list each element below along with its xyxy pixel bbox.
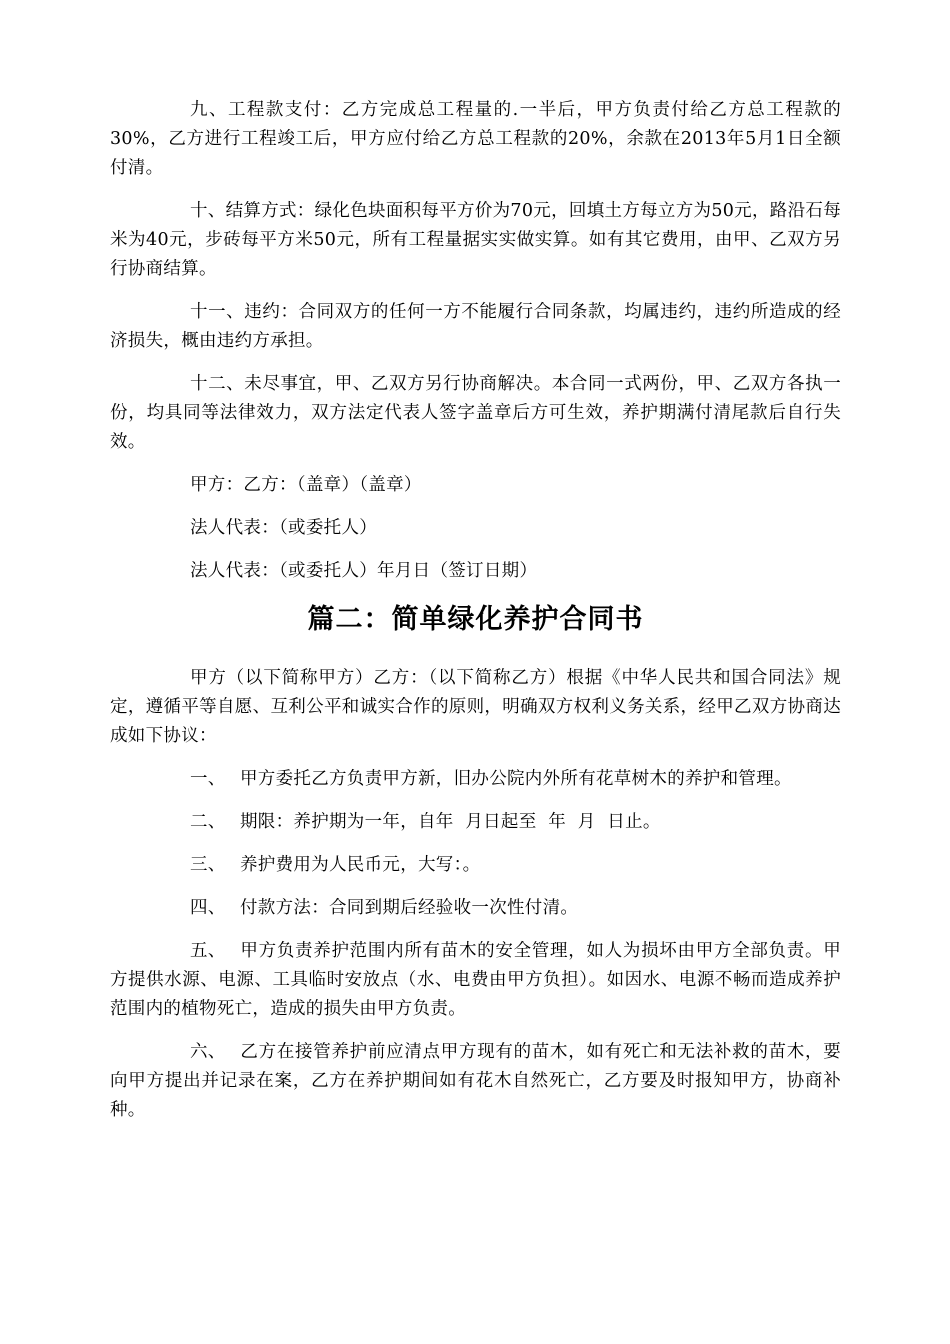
item-number: 四、 (190, 898, 226, 918)
item-text: 甲方委托乙方负责甲方新，旧办公院内外所有花草树木的养护和管理。 (240, 769, 792, 789)
contract-item-1 (110, 765, 841, 794)
contract-item-2 (110, 808, 841, 837)
item-number: 五、 (190, 941, 226, 961)
clause-12-misc: 十二、未尽事宜，甲、乙双方另行协商解决。本合同一式两份，甲、乙双方各执一份，均具同等法律效力，双方法定代表人签字盖章后方可生效，养护期满付清尾款后自行失效。 (110, 374, 841, 452)
contract-item-6 (110, 1038, 841, 1125)
item-text: 乙方在接管养护前应清点甲方现有的苗木，如有死亡和无法补救的苗木，要向甲方提出并记录在案，乙方在养护期间如有花木自然死亡，乙方要及时报知甲方，协商补种。 (110, 1042, 841, 1120)
contract-item-5 (110, 937, 841, 1024)
document-page (110, 96, 841, 1139)
item-number: 二、 (190, 812, 226, 832)
clause-11-breach: 十一、违约：合同双方的任何一方不能履行合同条款，均属违约，违约所造成的经济损失，概由违约方承担。 (110, 302, 841, 351)
item-text: 甲方负责养护范围内所有苗木的安全管理，如人为损坏由甲方全部负责。甲方提供水源、电源、工具临时安放点（水、电费由甲方负担）。如因水、电源不畅而造成养护范围内的植物死亡，造成的损失由甲方负责。 (110, 941, 841, 1019)
item-number: 六、 (190, 1042, 226, 1062)
item-text: 期限：养护期为一年，自年 月日起至 年 月 日止。 (240, 812, 661, 832)
item-number: 三、 (190, 855, 226, 875)
item-text: 养护费用为人民币元，大写：。 (240, 855, 481, 875)
signature-parties: 甲方：乙方：（盖章）（盖章） (190, 475, 422, 495)
section-title: 篇二：简单绿化养护合同书 (307, 604, 644, 635)
signature-representative-date: 法人代表：（或委托人）年月日（签订日期） (190, 561, 538, 581)
signature-representative: 法人代表：（或委托人） (190, 518, 378, 538)
clause-10-settlement: 十、结算方式：绿化色块面积每平方价为70元，回填土方每立方为50元，路沿石每米为40元，步砖每平方米50元，所有工程量据实实做实算。如有其它费用，由甲、乙双方另行协商结算。 (110, 201, 841, 279)
contract-item-4 (110, 894, 841, 923)
contract-item-3 (110, 851, 841, 880)
contract-intro: 甲方（以下简称甲方）乙方：（以下简称乙方）根据《中华人民共和国合同法》规定，遵循平等自愿、互利公平和诚实合作的原则，明确双方权利义务关系，经甲乙双方协商达成如下协议： (110, 668, 841, 746)
item-number: 一、 (190, 769, 226, 789)
clause-9-payment: 九、工程款支付：乙方完成总工程量的.一半后，甲方负责付给乙方总工程款的30%，乙方进行工程竣工后，甲方应付给乙方总工程款的20%，余款在2013年5月1日全额付清。 (110, 100, 841, 178)
item-text: 付款方法：合同到期后经验收一次性付清。 (240, 898, 579, 918)
